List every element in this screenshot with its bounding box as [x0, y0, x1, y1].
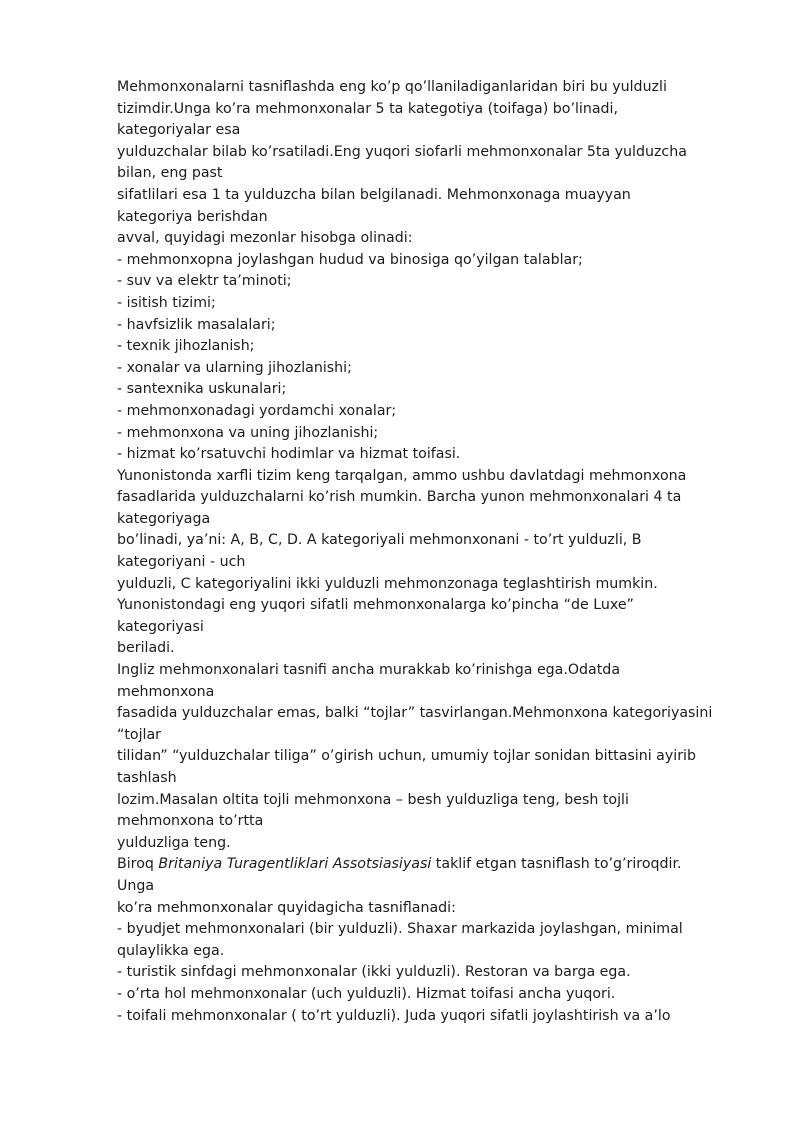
text-line: yulduzchalar bilab ko’rsatiladi.Eng yuqori siofarli mehmonxonalar 5ta yulduzcha: [117, 143, 687, 160]
text-line: - toifali mehmonxonalar ( to’rt yulduzli). Juda yuqori sifatli joylashtirish va a’lo: [117, 1007, 671, 1024]
text-line: bilan, eng past: [117, 165, 223, 182]
text-line: - santexnika uskunalari;: [117, 381, 287, 398]
text-line: kategoriya berishdan: [117, 208, 268, 225]
text-line: sifatlilari esa 1 ta yulduzcha bilan belgilanadi. Mehmonxonaga muayyan: [117, 186, 631, 203]
text-line: lozim.Masalan oltita tojli mehmonxona – besh yulduzliga teng, besh tojli: [117, 791, 629, 808]
text-line: - mehmonxonadagi yordamchi xonalar;: [117, 402, 397, 419]
text-line: - mehmonxopna joylashgan hudud va binosiga qo’yilgan talablar;: [117, 251, 583, 268]
text-line-italic: [117, 854, 737, 876]
text-line: tilidan” “yulduzchalar tiliga” o’girish uchun, umumiy tojlar sonidan bittasini ayirib: [117, 748, 696, 765]
text-line: avval, quyidagi mezonlar hisobga olinadi:: [117, 230, 413, 247]
text-line: beriladi.: [117, 640, 175, 657]
text-line: - hizmat ko’rsatuvchi hodimlar va hizmat toifasi.: [117, 446, 461, 463]
text-line: fasadlarida yulduzchalarni ko’rish mumkin. Barcha yunon mehmonxonalari 4 ta: [117, 489, 682, 506]
text-line: yulduzliga teng.: [117, 834, 231, 851]
text-line: fasadida yulduzchalar emas, balki “tojlar” tasvirlangan.Mehmonxona kategoriyasini: [117, 705, 713, 722]
text-line: Yunonistondagi eng yuqori sifatli mehmonxonalarga ko’pincha “de Luxe”: [117, 597, 634, 614]
text-line: Unga: [117, 877, 155, 894]
text-line: Yunonistonda xarfli tizim keng tarqalgan, ammo ushbu davlatdagi mehmonxona: [117, 467, 687, 484]
text-segment-after: taklif etgan tasniflash to’g’riroqdir.: [431, 856, 682, 873]
text-line: Ingliz mehmonxonalari tasnifi ancha murakkab ko’rinishga ega.Odatda: [117, 662, 621, 679]
text-line: “tojlar: [117, 726, 162, 743]
text-line: Mehmonxonalarni tasniflashda eng ko’p qo’llaniladiganlaridan biri bu yulduzli: [117, 79, 667, 95]
text-line: - o’rta hol mehmonxonalar (uch yulduzli). Hizmat toifasi ancha yuqori.: [117, 985, 616, 1002]
text-line: - mehmonxona va uning jihozlanishi;: [117, 424, 379, 441]
text-block-end: [117, 876, 737, 1027]
text-line: - suv va elektr ta’minoti;: [117, 273, 292, 290]
text-segment-italic: Britaniya Turagentliklari Assotsiasiyasi: [158, 856, 432, 873]
text-line: kategoriyaga: [117, 510, 211, 527]
text-line: qulaylikka ega.: [117, 942, 225, 959]
text-line: yulduzli, C kategoriyalini ikki yulduzli mehmonzonaga teglashtirish mumkin.: [117, 575, 658, 592]
text-line: - xonalar va ularning jihozlanishi;: [117, 359, 352, 376]
text-block-main: [117, 77, 737, 854]
text-line: - turistik sinfdagi mehmonxonalar (ikki yulduzli). Restoran va barga ega.: [117, 964, 631, 981]
text-line: mehmonxona: [117, 683, 215, 700]
text-line: mehmonxona to’rtta: [117, 813, 264, 830]
text-segment-before: Biroq: [117, 856, 159, 873]
text-line: kategoriyani - uch: [117, 554, 246, 571]
text-line: - byudjet mehmonxonalari (bir yulduzli). Shaxar markazida joylashgan, minimal: [117, 921, 683, 938]
text-line: tizimdir.Unga ko’ra mehmonxonalar 5 ta kategotiya (toifaga) bo’linadi,: [117, 100, 618, 117]
text-line: kategoriyasi: [117, 618, 204, 635]
text-line: bo’linadi, ya’ni: A, B, C, D. A kategoriyali mehmonxonani - to’rt yulduzli, B: [117, 532, 642, 549]
text-line: kategoriyalar esa: [117, 122, 241, 139]
text-line: - havfsizlik masalalari;: [117, 316, 276, 333]
text-line: - isitish tizimi;: [117, 294, 216, 311]
text-line: - texnik jihozlanish;: [117, 338, 255, 355]
text-line: ko’ra mehmonxonalar quyidagicha tasniflanadi:: [117, 899, 456, 916]
document-page: [117, 77, 737, 1027]
text-line: tashlash: [117, 770, 177, 786]
